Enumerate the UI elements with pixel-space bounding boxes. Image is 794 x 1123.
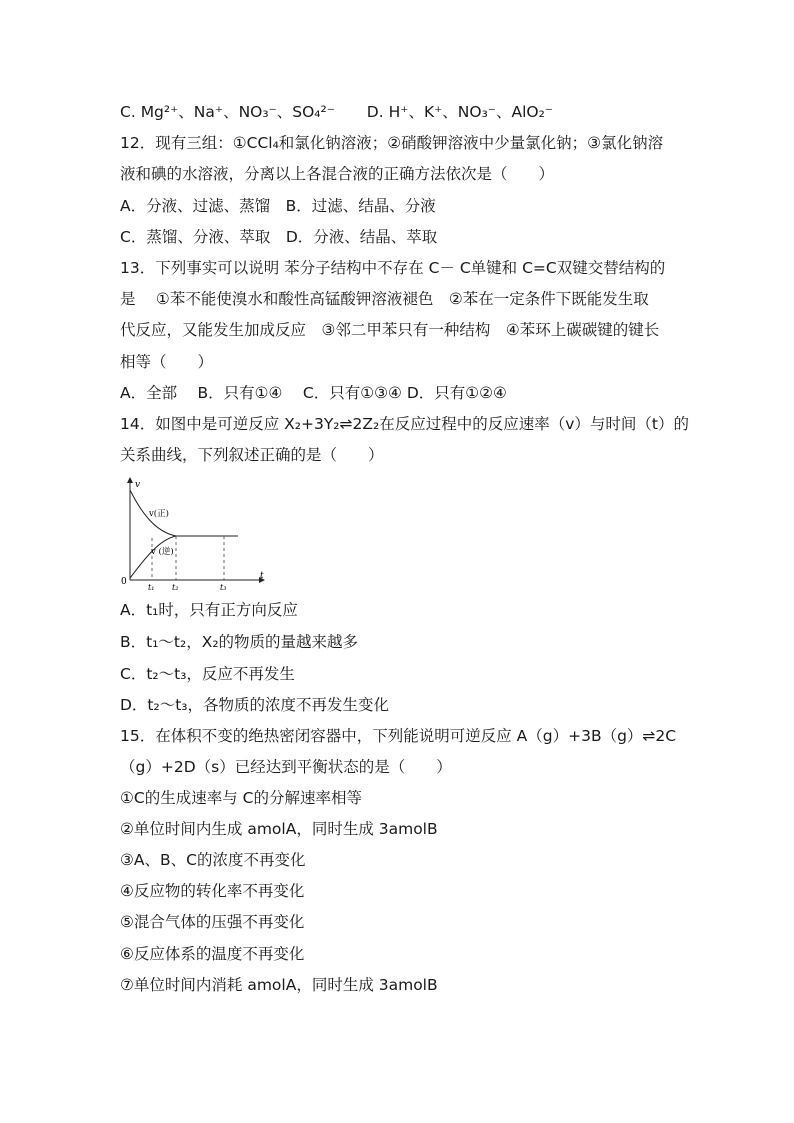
q13-stem-line1: 13．下列事实可以说明 苯分子结构中不存在 C－ C单键和 C=C双键交替结构的 bbox=[120, 259, 666, 277]
q15-item-5: ⑤混合气体的压强不再变化 bbox=[120, 913, 305, 931]
y-axis-label: v bbox=[135, 480, 141, 490]
q14-stem-line2: 关系曲线，下列叙述正确的是（ ） bbox=[120, 446, 384, 464]
q13-stem-line2: 是 ①苯不能使溴水和酸性高锰酸钾溶液褪色 ②苯在一定条件下既能发生取 bbox=[120, 290, 649, 308]
q12-options-cd: C．蒸馏、分液、萃取 D．分液、结晶、萃取 bbox=[120, 228, 438, 246]
t2-tick-label: t₂ bbox=[172, 583, 179, 592]
t3-tick-label: t₃ bbox=[220, 583, 227, 592]
forward-rate-label: v(正) bbox=[149, 509, 169, 519]
q13-options: A．全部 B．只有①④ C．只有①③④ D．只有①②④ bbox=[120, 384, 507, 402]
x-axis-label: t bbox=[260, 571, 264, 581]
origin-label: 0 bbox=[121, 577, 127, 587]
q14-option-a: A．t₁时，只有正方向反应 bbox=[120, 601, 298, 619]
q14-option-c: C．t₂～t₃，反应不再发生 bbox=[120, 665, 295, 683]
q11-option-d-content: H⁺、K⁺、NO₃⁻、AlO₂⁻ bbox=[388, 103, 553, 121]
q12-stem-line2: 液和碘的水溶液，分离以上各混合液的正确方法依次是（ ） bbox=[120, 165, 555, 183]
q15-item-1: ①C的生成速率与 C的分解速率相等 bbox=[120, 789, 362, 807]
q15-item-2: ②单位时间内生成 amolA，同时生成 3amolB bbox=[120, 820, 438, 838]
q13-stem-line3: 代反应，又能发生加成反应 ③邻二甲苯只有一种结构 ④苯环上碳碳键的键长 bbox=[120, 321, 660, 339]
q11-option-d-label: D. bbox=[366, 103, 384, 121]
q14-option-b: B．t₁～t₂，X₂的物质的量越来越多 bbox=[120, 633, 359, 651]
q14-option-d: D．t₂～t₃，各物质的浓度不再发生变化 bbox=[120, 696, 390, 714]
q15-item-3: ③A、B、C的浓度不再变化 bbox=[120, 851, 306, 869]
t1-tick-label: t₁ bbox=[148, 583, 155, 592]
q11-option-c-label: C. bbox=[120, 103, 136, 121]
q12-stem-line1: 12．现有三组：①CCl₄和氯化钠溶液；②硝酸钾溶液中少量氯化钠；③氯化钠溶 bbox=[120, 134, 664, 152]
q12-options-ab: A．分液、过滤、蒸馏 B．过滤、结晶、分液 bbox=[120, 197, 436, 215]
q14-stem-line1: 14．如图中是可逆反应 X₂+3Y₂⇌2Z₂在反应过程中的反应速率（v）与时间（t）的 bbox=[120, 415, 689, 433]
q11-options-cd bbox=[120, 102, 553, 122]
q15-stem-line2: （g）+2D（s）已经达到平衡状态的是（ ） bbox=[120, 758, 452, 776]
reverse-rate-curve bbox=[130, 536, 176, 578]
reverse-rate-label: v (逆) bbox=[151, 547, 174, 557]
q15-stem-line1: 15．在体积不变的绝热密闭容器中，下列能说明可逆反应 A（g）+3B（g）⇌2C bbox=[120, 727, 677, 745]
q13-stem-line4: 相等（ ） bbox=[120, 353, 214, 371]
rate-time-graph bbox=[118, 474, 268, 594]
q15-item-6: ⑥反应体系的温度不再变化 bbox=[120, 945, 305, 963]
q11-option-c-content: Mg²⁺、Na⁺、NO₃⁻、SO₄²⁻ bbox=[140, 103, 335, 121]
q15-item-7: ⑦单位时间内消耗 amolA，同时生成 3amolB bbox=[120, 976, 438, 994]
q15-item-4: ④反应物的转化率不再变化 bbox=[120, 882, 305, 900]
